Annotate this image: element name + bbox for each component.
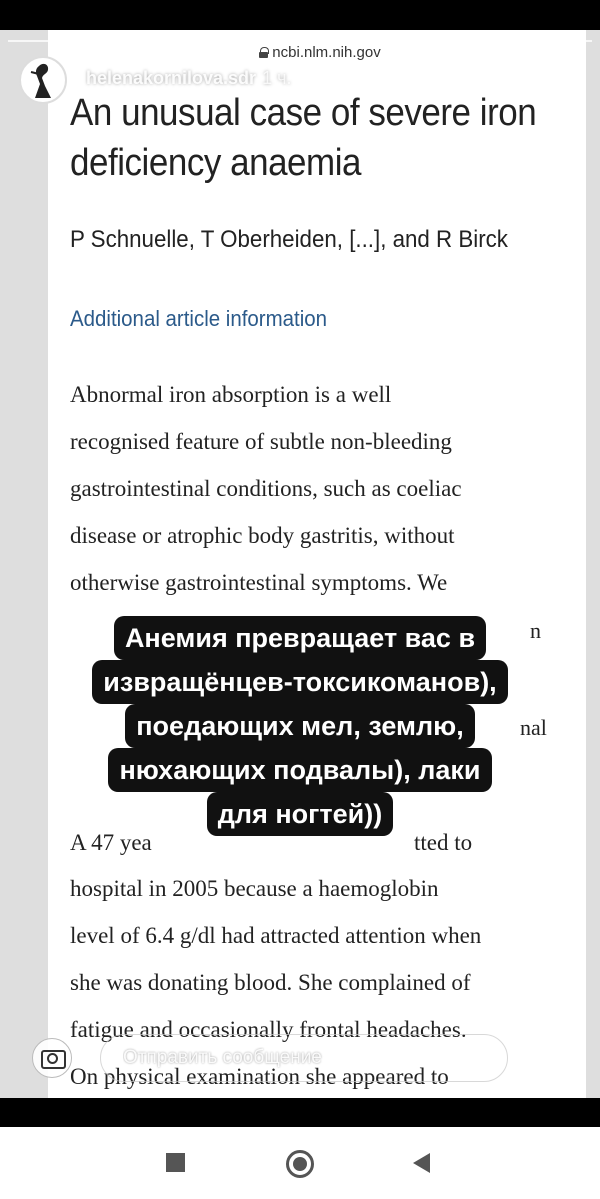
- avatar[interactable]: [19, 56, 67, 104]
- reply-bar: [14, 1030, 586, 1090]
- home-circle-icon[interactable]: [286, 1150, 314, 1178]
- text-fragment: A 47 yea: [70, 830, 152, 855]
- text-line: recognised feature of subtle non-bleeding: [70, 429, 452, 454]
- text-line: fatigue and occasionally frontal headaches.: [70, 1017, 467, 1042]
- text-line: otherwise gastrointestinal symptoms. We: [70, 570, 448, 595]
- story-viewer[interactable]: [0, 30, 600, 1098]
- caption-line: для ногтей)): [207, 792, 393, 836]
- additional-info-link: Additional article information: [70, 306, 328, 331]
- text-line: gastrointestinal conditions, such as coeliac: [70, 476, 462, 501]
- story-caption: [0, 616, 600, 836]
- text-line: disease or atrophic body gastritis, without: [70, 523, 455, 548]
- text-line: she was donating blood. She complained of: [70, 970, 471, 995]
- android-nav-bar: [0, 1127, 600, 1199]
- camera-icon[interactable]: [32, 1038, 72, 1078]
- article-authors: P Schnuelle, T Oberheiden, [...], and R Birck: [70, 226, 508, 253]
- title-line-2: deficiency anaemia: [70, 142, 362, 184]
- post-time: 1 ч.: [262, 68, 292, 88]
- reply-input[interactable]: [100, 1034, 508, 1082]
- caption-line: извращёнцев-токсикоманов),: [92, 660, 507, 704]
- text-line: Abnormal iron absorption is a well: [70, 382, 392, 407]
- story-username-row[interactable]: [86, 68, 291, 89]
- caption-line: поедающих мел, землю,: [125, 704, 474, 748]
- text-line: level of 6.4 g/dl had attracted attention when: [70, 923, 482, 948]
- send-icon[interactable]: [534, 1040, 570, 1076]
- url-bar: [200, 44, 440, 61]
- abstract-paragraph: [70, 371, 570, 606]
- caption-line: нюхающих подвалы), лаки: [108, 748, 491, 792]
- text-line: hospital in 2005 because a haemoglobin: [70, 876, 439, 901]
- title-line-1: An unusual case of severe iron: [70, 92, 537, 134]
- text-line: On physical examination she appeared to: [70, 1064, 449, 1089]
- text-fragment: n: [530, 618, 541, 643]
- square-icon[interactable]: [166, 1153, 185, 1172]
- article-title: [70, 88, 539, 188]
- lock-icon: [259, 47, 268, 58]
- more-vertical-icon[interactable]: [452, 1044, 458, 1070]
- url-text: ncbi.nlm.nih.gov: [272, 44, 381, 61]
- text-fragment: nal: [520, 715, 547, 740]
- username[interactable]: helenakornilova.sdr: [86, 68, 257, 88]
- back-triangle-icon[interactable]: [413, 1153, 430, 1173]
- text-fragment: tted to: [414, 830, 473, 855]
- story-progress-bar: [8, 40, 592, 42]
- caption-line: Анемия превращает вас в: [114, 616, 486, 660]
